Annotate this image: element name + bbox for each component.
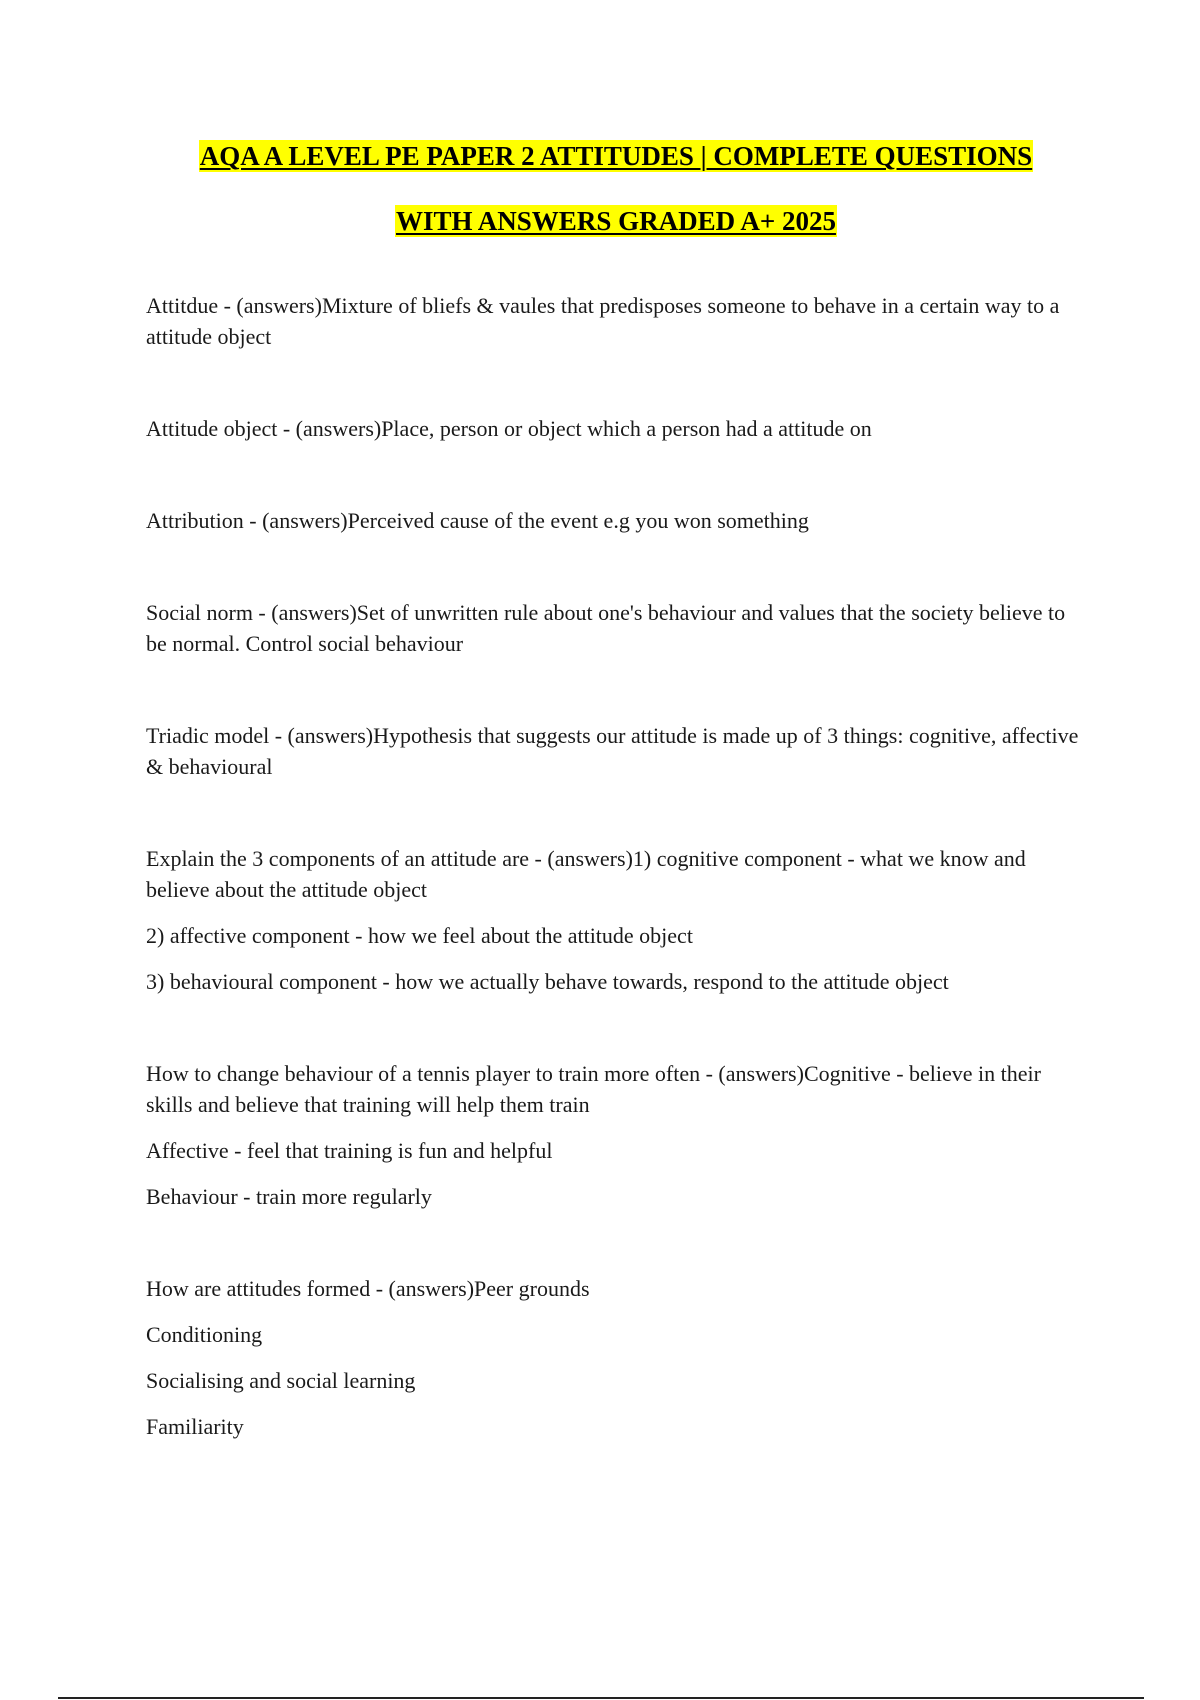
qa-list <box>146 290 1086 1442</box>
qa-extra-line: 3) behavioural component - how we actually behave towards, respond to the attitude object <box>146 969 949 994</box>
qa-entry-attitude-object <box>146 413 1086 444</box>
page-bottom-divider <box>58 1697 1144 1699</box>
qa-entry-attitude <box>146 290 1086 352</box>
document-title <box>0 140 1200 237</box>
title-row-1 <box>0 140 1200 172</box>
qa-text: Social norm - (answers)Set of unwritten rule about one's behaviour and values that the society believe to be normal. Control social behaviour <box>146 600 1066 656</box>
qa-extra-line: Behaviour - train more regularly <box>146 1184 432 1209</box>
qa-extra-line: Socialising and social learning <box>146 1368 416 1393</box>
qa-entry-three-components <box>146 843 1086 997</box>
qa-entry-attribution <box>146 505 1086 536</box>
qa-entry-attitudes-formed <box>146 1273 1086 1442</box>
qa-extra-line: Familiarity <box>146 1414 244 1439</box>
qa-entry-triadic-model <box>146 720 1086 782</box>
qa-text: Attitdue - (answers)Mixture of bliefs & vaules that predisposes someone to behave in a certain way to a attitude object <box>146 293 1060 349</box>
qa-text: Triadic model - (answers)Hypothesis that suggests our attitude is made up of 3 things: cognitive, affective & behavioural <box>146 723 1079 779</box>
qa-text: How are attitudes formed - (answers)Peer grounds <box>146 1276 590 1301</box>
qa-extra-line: 2) affective component - how we feel about the attitude object <box>146 923 693 948</box>
title-line-1: AQA A LEVEL PE PAPER 2 ATTITUDES | COMPLETE QUESTIONS <box>199 141 1033 171</box>
title-line-2: WITH ANSWERS GRADED A+ 2025 <box>396 206 836 236</box>
qa-entry-social-norm <box>146 597 1086 659</box>
qa-text: How to change behaviour of a tennis player to train more often - (answers)Cognitive - believe in their skills and believe that training will help them train <box>146 1061 1041 1117</box>
title-row-2 <box>0 205 1200 237</box>
qa-text: Attribution - (answers)Perceived cause of the event e.g you won something <box>146 508 809 533</box>
qa-text: Explain the 3 components of an attitude are - (answers)1) cognitive component - what we know and believe about the attitude object <box>146 846 1026 902</box>
qa-extra-line: Conditioning <box>146 1322 263 1347</box>
qa-entry-tennis-player <box>146 1058 1086 1212</box>
qa-extra-line: Affective - feel that training is fun and helpful <box>146 1138 553 1163</box>
qa-text: Attitude object - (answers)Place, person or object which a person had a attitude on <box>146 416 872 441</box>
